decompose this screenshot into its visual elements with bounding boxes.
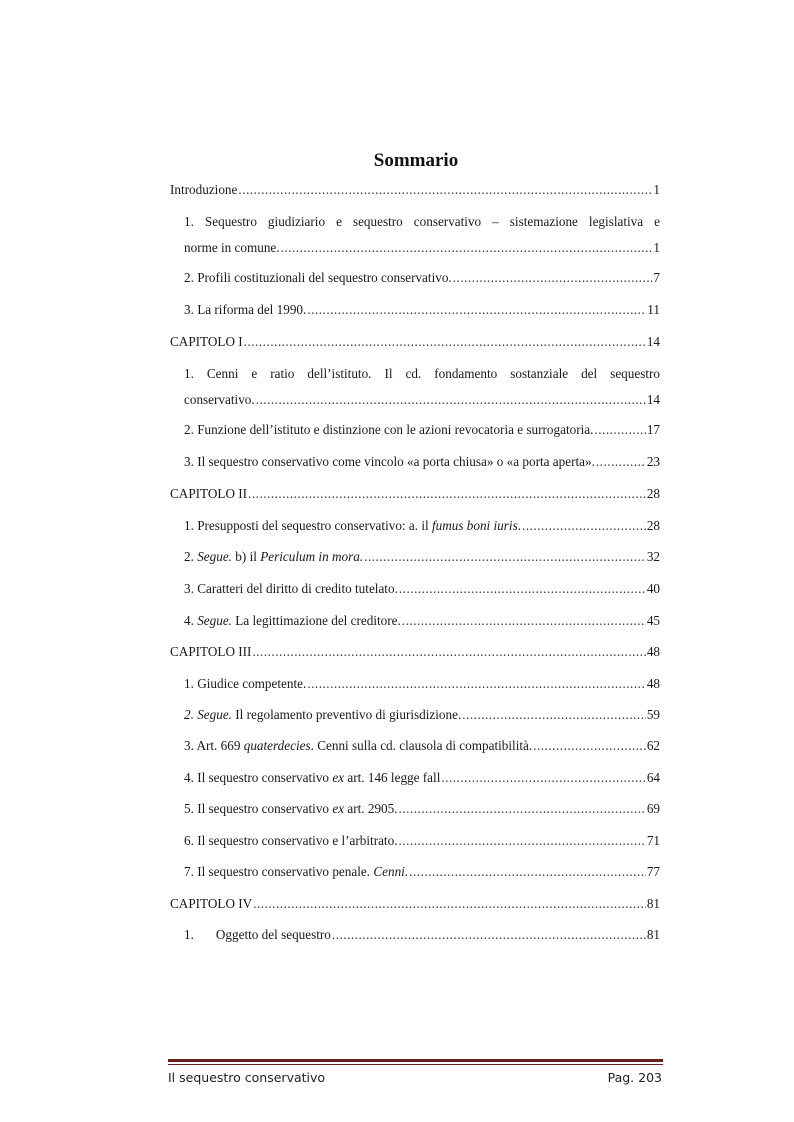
page-title: Sommario <box>373 150 459 171</box>
toc-entry-intro-1-line1[interactable]: 1. Sequestro giudiziario e sequestro conservativo – sistemazione legislativa e <box>184 214 660 229</box>
toc-entry-cap4-1[interactable]: 1. Oggetto del sequestro ..... 81 <box>184 927 660 943</box>
toc-entry-capitolo-3[interactable]: CAPITOLO III ..... 48 <box>170 644 660 660</box>
toc-entry-capitolo-4[interactable]: CAPITOLO IV ..... 81 <box>170 896 660 912</box>
dot-leader <box>253 896 646 912</box>
dot-leader <box>441 770 645 786</box>
toc-entry-cap2-4[interactable]: 4. Segue. La legittimazione del creditore. ..... 45 <box>184 613 660 629</box>
dot-leader <box>453 270 653 286</box>
dot-leader <box>399 801 646 817</box>
toc-entry-cap1-1-line1[interactable]: 1. Cenni e ratio dell’istituto. Il cd. fondamento sostanziale del sequestro <box>184 366 660 381</box>
dot-leader <box>252 644 645 660</box>
toc-entry-cap3-1[interactable]: 1. Giudice competente. ..... 48 <box>184 676 660 692</box>
dot-leader <box>281 240 653 256</box>
dot-leader <box>332 927 646 943</box>
toc-entry-cap2-3[interactable]: 3. Caratteri del diritto di credito tutelato. ..... 40 <box>184 581 660 597</box>
toc-entry-cap3-4[interactable]: 4. Il sequestro conservativo ex art. 146 legge fall ..... 64 <box>184 770 660 786</box>
dot-leader <box>364 549 646 565</box>
toc-entry-capitolo-1[interactable]: CAPITOLO I ..... 14 <box>170 334 660 350</box>
dot-leader <box>238 182 652 198</box>
dot-leader <box>594 422 645 438</box>
dot-leader <box>402 613 646 629</box>
dot-leader <box>409 864 646 880</box>
footer-title: Il sequestro conservativo <box>168 1070 326 1085</box>
dot-leader <box>399 581 646 597</box>
footer-page-number: Pag. 203 <box>607 1070 662 1085</box>
toc-entry-intro-1-line2[interactable]: norme in comune. ..... 1 <box>184 240 660 256</box>
dot-leader <box>307 302 646 318</box>
dot-leader <box>307 676 646 692</box>
dot-leader <box>462 707 646 723</box>
toc-entry-cap2-2[interactable]: 2. Segue. b) il Periculum in mora. ..... 32 <box>184 549 660 565</box>
toc-entry-capitolo-2[interactable]: CAPITOLO II ..... 28 <box>170 486 660 502</box>
toc-entry-cap3-2[interactable]: 2. Segue. Il regolamento preventivo di giurisdizione. ..... 59 <box>184 707 660 723</box>
toc-entry-cap3-6[interactable]: 6. Il sequestro conservativo e l’arbitrato. ..... 71 <box>184 833 660 849</box>
dot-leader <box>522 518 646 534</box>
toc-entry-cap1-2[interactable]: 2. Funzione dell’istituto e distinzione con le azioni revocatoria e surrogatoria. ..... 17 <box>184 422 660 438</box>
dot-leader <box>399 833 646 849</box>
toc-entry-cap3-5[interactable]: 5. Il sequestro conservativo ex art. 2905. ..... 69 <box>184 801 660 817</box>
dot-leader <box>256 392 646 408</box>
toc-entry-intro-2[interactable]: 2. Profili costituzionali del sequestro conservativo. ..... 7 <box>184 270 660 286</box>
toc-entry-cap1-1-line2[interactable]: conservativo. ..... 14 <box>184 392 660 408</box>
footer-divider-thick <box>168 1059 663 1062</box>
footer-divider-thin <box>168 1064 663 1065</box>
toc-entry-introduzione[interactable]: Introduzione ..... 1 <box>170 182 660 198</box>
toc-entry-cap3-7[interactable]: 7. Il sequestro conservativo penale. Cenni. ..... 77 <box>184 864 660 880</box>
toc-entry-cap2-1[interactable]: 1. Presupposti del sequestro conservativo: a. il fumus boni iuris. ..... 28 <box>184 518 660 534</box>
toc-entry-cap3-3[interactable]: 3. Art. 669 quaterdecies. Cenni sulla cd. clausola di compatibilità. ..... 62 <box>184 738 660 754</box>
dot-leader <box>533 738 646 754</box>
dot-leader <box>248 486 646 502</box>
toc-entry-intro-3[interactable]: 3. La riforma del 1990. ..... 11 <box>184 302 660 318</box>
dot-leader <box>244 334 646 350</box>
dot-leader <box>596 454 646 470</box>
toc-entry-cap1-3[interactable]: 3. Il sequestro conservativo come vincolo «a porta chiusa» o «a porta aperta». ..... 23 <box>184 454 660 470</box>
